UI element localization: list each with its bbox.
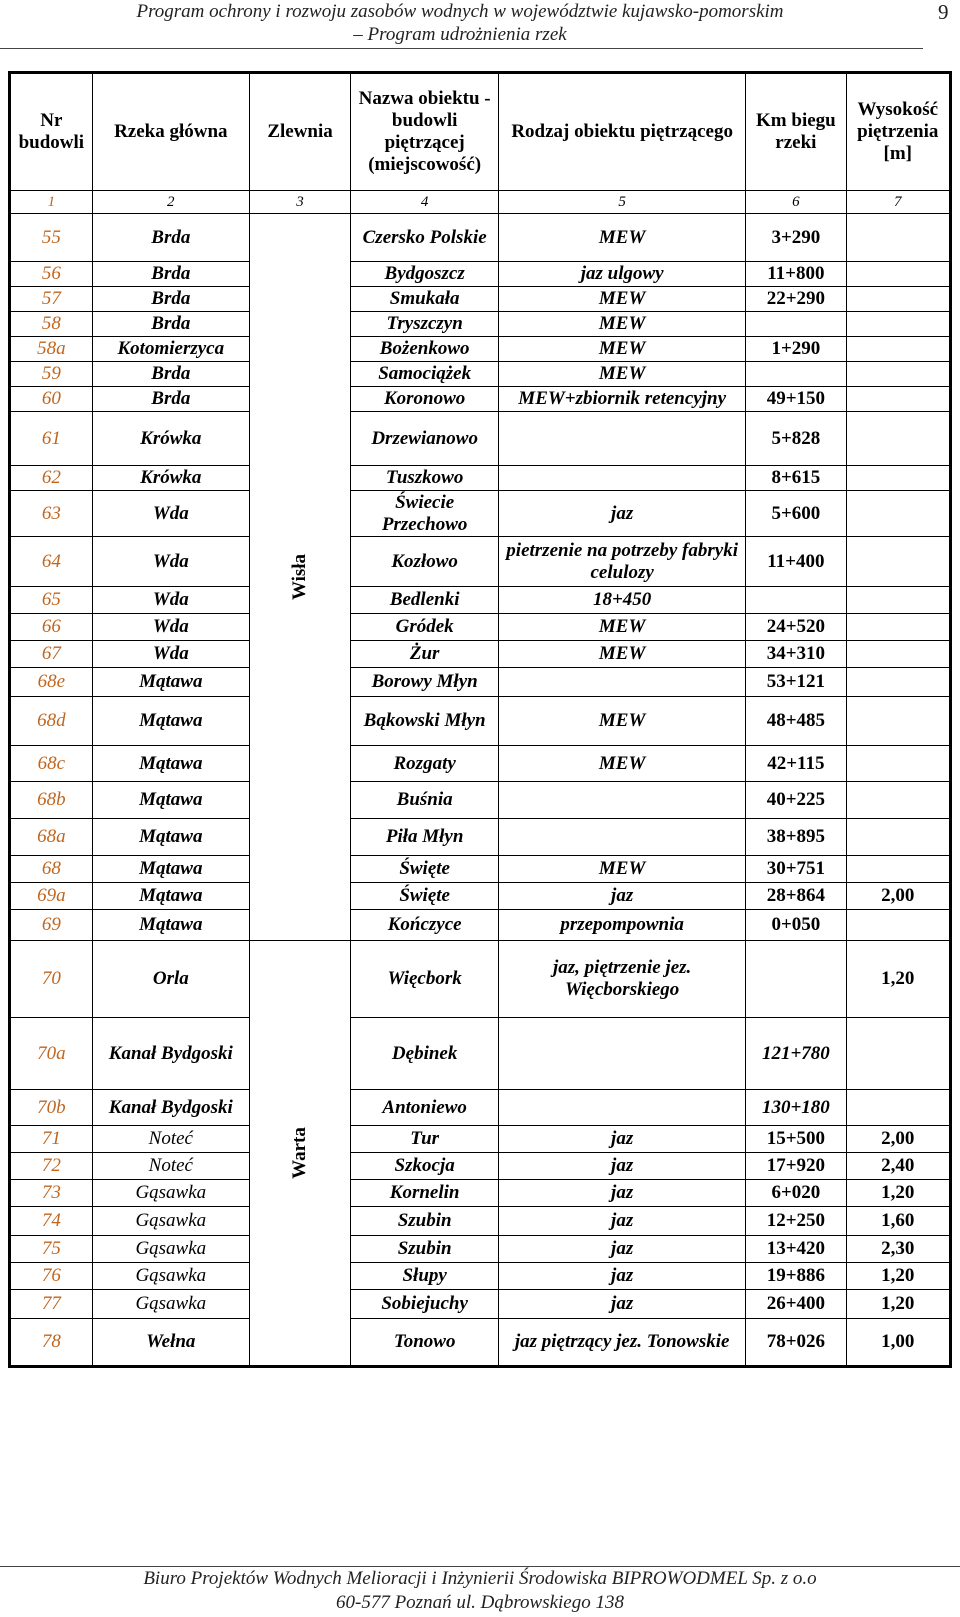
cell-type: 18+450 — [499, 587, 746, 614]
cell-km: 3+290 — [746, 214, 846, 262]
cell-nr: 68e — [10, 668, 93, 697]
header-river: Rzeka główna — [92, 73, 249, 191]
cell-river: Wda — [92, 537, 249, 587]
header-name: Nazwa obiektu - budowli piętrzącej (miejscowość) — [351, 73, 499, 191]
cell-type: MEW — [499, 746, 746, 782]
cell-km: 42+115 — [746, 746, 846, 782]
cell-river: Gąsawka — [92, 1207, 249, 1236]
header-km: Km biegu rzeki — [746, 73, 846, 191]
cell-nr: 66 — [10, 614, 93, 641]
cell-height: 1,20 — [846, 1263, 950, 1290]
cell-height — [846, 910, 950, 941]
cell-name: Tuszkowo — [351, 466, 499, 491]
table-row — [10, 1180, 951, 1207]
cell-name: Samociążek — [351, 362, 499, 387]
cell-name: Bedlenki — [351, 587, 499, 614]
cell-name: Borowy Młyn — [351, 668, 499, 697]
cell-type: jaz — [499, 883, 746, 910]
cell-name: Rozgaty — [351, 746, 499, 782]
cell-type: MEW — [499, 697, 746, 746]
cell-name: Żur — [351, 641, 499, 668]
cell-km: 53+121 — [746, 668, 846, 697]
cell-name: Bożenkowo — [351, 337, 499, 362]
cell-nr: 60 — [10, 387, 93, 412]
colnum: 7 — [846, 191, 950, 214]
page-number: 9 — [938, 0, 949, 24]
cell-km: 22+290 — [746, 287, 846, 312]
cell-km: 0+050 — [746, 910, 846, 941]
cell-km — [746, 587, 846, 614]
header-nr: Nr budowli — [10, 73, 93, 191]
table-header-row — [10, 73, 951, 191]
table-row — [10, 262, 951, 287]
cell-type: jaz ulgowy — [499, 262, 746, 287]
cell-nr: 70 — [10, 941, 93, 1018]
cell-km: 11+800 — [746, 262, 846, 287]
cell-height: 2,00 — [846, 1126, 950, 1153]
colnum: 5 — [499, 191, 746, 214]
cell-river: Brda — [92, 312, 249, 337]
table-row — [10, 1263, 951, 1290]
column-number-row — [10, 191, 951, 214]
cell-nr: 68d — [10, 697, 93, 746]
cell-name: Szubin — [351, 1207, 499, 1236]
cell-km: 34+310 — [746, 641, 846, 668]
cell-river: Gąsawka — [92, 1180, 249, 1207]
cell-km: 13+420 — [746, 1236, 846, 1263]
cell-km — [746, 941, 846, 1018]
cell-height — [846, 1018, 950, 1090]
cell-river: Brda — [92, 262, 249, 287]
cell-river: Kanał Bydgoski — [92, 1090, 249, 1126]
cell-river: Brda — [92, 214, 249, 262]
cell-type: jaz — [499, 1207, 746, 1236]
cell-nr: 70b — [10, 1090, 93, 1126]
cell-nr: 68 — [10, 856, 93, 883]
cell-km: 78+026 — [746, 1319, 846, 1367]
table-row — [10, 412, 951, 466]
cell-name: Bydgoszcz — [351, 262, 499, 287]
table-row — [10, 491, 951, 537]
cell-name: Bąkowski Młyn — [351, 697, 499, 746]
cell-nr: 74 — [10, 1207, 93, 1236]
cell-nr: 64 — [10, 537, 93, 587]
table-row — [10, 387, 951, 412]
cell-river: Noteć — [92, 1153, 249, 1180]
cell-type: MEW — [499, 287, 746, 312]
cell-type: MEW — [499, 337, 746, 362]
table-row — [10, 1018, 951, 1090]
cell-type: jaz piętrzący jez. Tonowskie — [499, 1319, 746, 1367]
cell-nr: 73 — [10, 1180, 93, 1207]
cell-type — [499, 668, 746, 697]
cell-height — [846, 587, 950, 614]
table-row — [10, 1126, 951, 1153]
cell-type — [499, 819, 746, 856]
table-row — [10, 337, 951, 362]
cell-km: 26+400 — [746, 1290, 846, 1319]
cell-nr: 68c — [10, 746, 93, 782]
cell-type — [499, 1090, 746, 1126]
cell-name: Piła Młyn — [351, 819, 499, 856]
cell-height — [846, 819, 950, 856]
cell-nr: 69 — [10, 910, 93, 941]
cell-nr: 71 — [10, 1126, 93, 1153]
table-row — [10, 746, 951, 782]
cell-name: Czersko Polskie — [351, 214, 499, 262]
colnum: 6 — [746, 191, 846, 214]
cell-nr: 68a — [10, 819, 93, 856]
cell-height — [846, 614, 950, 641]
table-row — [10, 537, 951, 587]
cell-name: Święte — [351, 856, 499, 883]
cell-name: Święte — [351, 883, 499, 910]
cell-km: 5+600 — [746, 491, 846, 537]
table-row — [10, 312, 951, 337]
cell-km: 121+780 — [746, 1018, 846, 1090]
cell-river: Wda — [92, 491, 249, 537]
cell-name: Drzewianowo — [351, 412, 499, 466]
basin-wisla-label: Wisła — [289, 553, 311, 601]
cell-name: Szkocja — [351, 1153, 499, 1180]
cell-km: 130+180 — [746, 1090, 846, 1126]
cell-name: Świecie Przechowo — [351, 491, 499, 537]
header-title-line2: – Program udrożnienia rzek — [353, 24, 567, 45]
cell-name: Kończyce — [351, 910, 499, 941]
cell-nr: 67 — [10, 641, 93, 668]
table-row — [10, 1236, 951, 1263]
table-row — [10, 362, 951, 387]
table-row — [10, 1207, 951, 1236]
table-row — [10, 587, 951, 614]
cell-type: jaz, piętrzenie jez. Więcborskiego — [499, 941, 746, 1018]
table-row — [10, 883, 951, 910]
cell-type: przepompownia — [499, 910, 746, 941]
cell-nr: 59 — [10, 362, 93, 387]
cell-km: 1+290 — [746, 337, 846, 362]
footer-line2: 60-577 Poznań ul. Dąbrowskiego 138 — [336, 1592, 624, 1613]
cell-type — [499, 782, 746, 819]
table-row — [10, 1153, 951, 1180]
cell-nr: 62 — [10, 466, 93, 491]
cell-height — [846, 387, 950, 412]
cell-height — [846, 537, 950, 587]
cell-river: Wełna — [92, 1319, 249, 1367]
cell-height: 2,00 — [846, 883, 950, 910]
cell-km: 17+920 — [746, 1153, 846, 1180]
cell-type: jaz — [499, 1153, 746, 1180]
cell-river: Wda — [92, 587, 249, 614]
cell-river: Kanał Bydgoski — [92, 1018, 249, 1090]
cell-km: 11+400 — [746, 537, 846, 587]
cell-height — [846, 262, 950, 287]
cell-height — [846, 697, 950, 746]
cell-river: Brda — [92, 362, 249, 387]
cell-nr: 69a — [10, 883, 93, 910]
cell-name: Antoniewo — [351, 1090, 499, 1126]
cell-height: 1,20 — [846, 1180, 950, 1207]
cell-river: Gąsawka — [92, 1290, 249, 1319]
header-title-line1: Program ochrony i rozwoju zasobów wodnych w województwie kujawsko-pomorskim — [136, 1, 784, 22]
cell-river: Mątawa — [92, 746, 249, 782]
cell-river: Mątawa — [92, 883, 249, 910]
cell-nr: 75 — [10, 1236, 93, 1263]
cell-nr: 55 — [10, 214, 93, 262]
cell-height: 2,30 — [846, 1236, 950, 1263]
cell-km: 30+751 — [746, 856, 846, 883]
cell-river: Brda — [92, 287, 249, 312]
cell-nr: 58a — [10, 337, 93, 362]
cell-type: MEW — [499, 362, 746, 387]
cell-nr: 76 — [10, 1263, 93, 1290]
cell-nr: 68b — [10, 782, 93, 819]
cell-nr: 78 — [10, 1319, 93, 1367]
basin-wisla — [249, 214, 350, 941]
basin-warta-label: Warta — [289, 1127, 311, 1179]
cell-river: Gąsawka — [92, 1236, 249, 1263]
cell-km — [746, 312, 846, 337]
cell-type: pietrzenie na potrzeby fabryki celulozy — [499, 537, 746, 587]
cell-river: Krówka — [92, 412, 249, 466]
cell-river: Gąsawka — [92, 1263, 249, 1290]
cell-nr: 57 — [10, 287, 93, 312]
table-row — [10, 819, 951, 856]
cell-name: Smukała — [351, 287, 499, 312]
cell-name: Szubin — [351, 1236, 499, 1263]
header-height: Wysokość piętrzenia [m] — [846, 73, 950, 191]
cell-height — [846, 491, 950, 537]
cell-river: Mątawa — [92, 782, 249, 819]
cell-height — [846, 312, 950, 337]
cell-name: Kozłowo — [351, 537, 499, 587]
table-row — [10, 1090, 951, 1126]
cell-height — [846, 668, 950, 697]
cell-height: 1,00 — [846, 1319, 950, 1367]
cell-nr: 77 — [10, 1290, 93, 1319]
colnum: 1 — [10, 191, 93, 214]
cell-river: Krówka — [92, 466, 249, 491]
cell-km: 5+828 — [746, 412, 846, 466]
cell-type — [499, 466, 746, 491]
cell-type: jaz — [499, 1236, 746, 1263]
cell-type: jaz — [499, 1263, 746, 1290]
cell-type: MEW — [499, 614, 746, 641]
cell-km: 19+886 — [746, 1263, 846, 1290]
cell-km: 24+520 — [746, 614, 846, 641]
cell-height — [846, 782, 950, 819]
cell-river: Brda — [92, 387, 249, 412]
cell-height: 1,20 — [846, 1290, 950, 1319]
cell-height — [846, 1090, 950, 1126]
cell-nr: 58 — [10, 312, 93, 337]
cell-km: 15+500 — [746, 1126, 846, 1153]
cell-nr: 61 — [10, 412, 93, 466]
colnum: 3 — [249, 191, 350, 214]
cell-type: MEW — [499, 312, 746, 337]
cell-height — [846, 337, 950, 362]
cell-nr: 70a — [10, 1018, 93, 1090]
table-row — [10, 214, 951, 262]
cell-name: Sobiejuchy — [351, 1290, 499, 1319]
cell-name: Więcbork — [351, 941, 499, 1018]
cell-type: MEW — [499, 856, 746, 883]
cell-km — [746, 362, 846, 387]
cell-river: Mątawa — [92, 668, 249, 697]
cell-type: jaz — [499, 1180, 746, 1207]
cell-name: Słupy — [351, 1263, 499, 1290]
header-basin: Zlewnia — [249, 73, 350, 191]
header-divider — [0, 48, 923, 49]
cell-km: 38+895 — [746, 819, 846, 856]
cell-river: Mątawa — [92, 819, 249, 856]
cell-name: Tur — [351, 1126, 499, 1153]
cell-height — [846, 412, 950, 466]
cell-km: 48+485 — [746, 697, 846, 746]
cell-name: Buśnia — [351, 782, 499, 819]
table-row — [10, 910, 951, 941]
footer-line1: Biuro Projektów Wodnych Melioracji i Inżynierii Środowiska BIPROWODMEL Sp. z o.o — [143, 1568, 817, 1589]
cell-type: jaz — [499, 1126, 746, 1153]
table-row — [10, 782, 951, 819]
cell-river: Mątawa — [92, 910, 249, 941]
cell-type: MEW — [499, 214, 746, 262]
cell-river: Noteć — [92, 1126, 249, 1153]
cell-km: 6+020 — [746, 1180, 846, 1207]
cell-river: Wda — [92, 641, 249, 668]
cell-name: Koronowo — [351, 387, 499, 412]
table-row — [10, 1290, 951, 1319]
dams-table — [8, 71, 952, 1368]
cell-height — [846, 214, 950, 262]
cell-height: 1,20 — [846, 941, 950, 1018]
table-row — [10, 856, 951, 883]
cell-river: Mątawa — [92, 697, 249, 746]
table-row — [10, 641, 951, 668]
cell-km: 40+225 — [746, 782, 846, 819]
cell-type: jaz — [499, 1290, 746, 1319]
cell-height: 1,60 — [846, 1207, 950, 1236]
table-row — [10, 1319, 951, 1367]
cell-name: Gródek — [351, 614, 499, 641]
cell-km: 28+864 — [746, 883, 846, 910]
cell-type: jaz — [499, 491, 746, 537]
cell-height — [846, 287, 950, 312]
colnum: 4 — [351, 191, 499, 214]
cell-river: Kotomierzyca — [92, 337, 249, 362]
cell-river: Mątawa — [92, 856, 249, 883]
table-row — [10, 697, 951, 746]
table-row — [10, 287, 951, 312]
table-row — [10, 941, 951, 1018]
cell-height — [846, 466, 950, 491]
colnum: 2 — [92, 191, 249, 214]
cell-name: Dębinek — [351, 1018, 499, 1090]
table-row — [10, 466, 951, 491]
cell-height — [846, 856, 950, 883]
cell-nr: 72 — [10, 1153, 93, 1180]
table-row — [10, 614, 951, 641]
table-row — [10, 668, 951, 697]
basin-warta — [249, 941, 350, 1367]
cell-km: 49+150 — [746, 387, 846, 412]
cell-name: Tonowo — [351, 1319, 499, 1367]
cell-nr: 63 — [10, 491, 93, 537]
cell-name: Kornelin — [351, 1180, 499, 1207]
cell-type: MEW+zbiornik retencyjny — [499, 387, 746, 412]
cell-type — [499, 1018, 746, 1090]
cell-height — [846, 641, 950, 668]
cell-km: 12+250 — [746, 1207, 846, 1236]
cell-height — [846, 746, 950, 782]
cell-nr: 56 — [10, 262, 93, 287]
cell-type — [499, 412, 746, 466]
cell-river: Orla — [92, 941, 249, 1018]
cell-type: MEW — [499, 641, 746, 668]
cell-km: 8+615 — [746, 466, 846, 491]
cell-name: Tryszczyn — [351, 312, 499, 337]
cell-nr: 65 — [10, 587, 93, 614]
cell-height: 2,40 — [846, 1153, 950, 1180]
cell-river: Wda — [92, 614, 249, 641]
header-type: Rodzaj obiektu piętrzącego — [499, 73, 746, 191]
cell-height — [846, 362, 950, 387]
